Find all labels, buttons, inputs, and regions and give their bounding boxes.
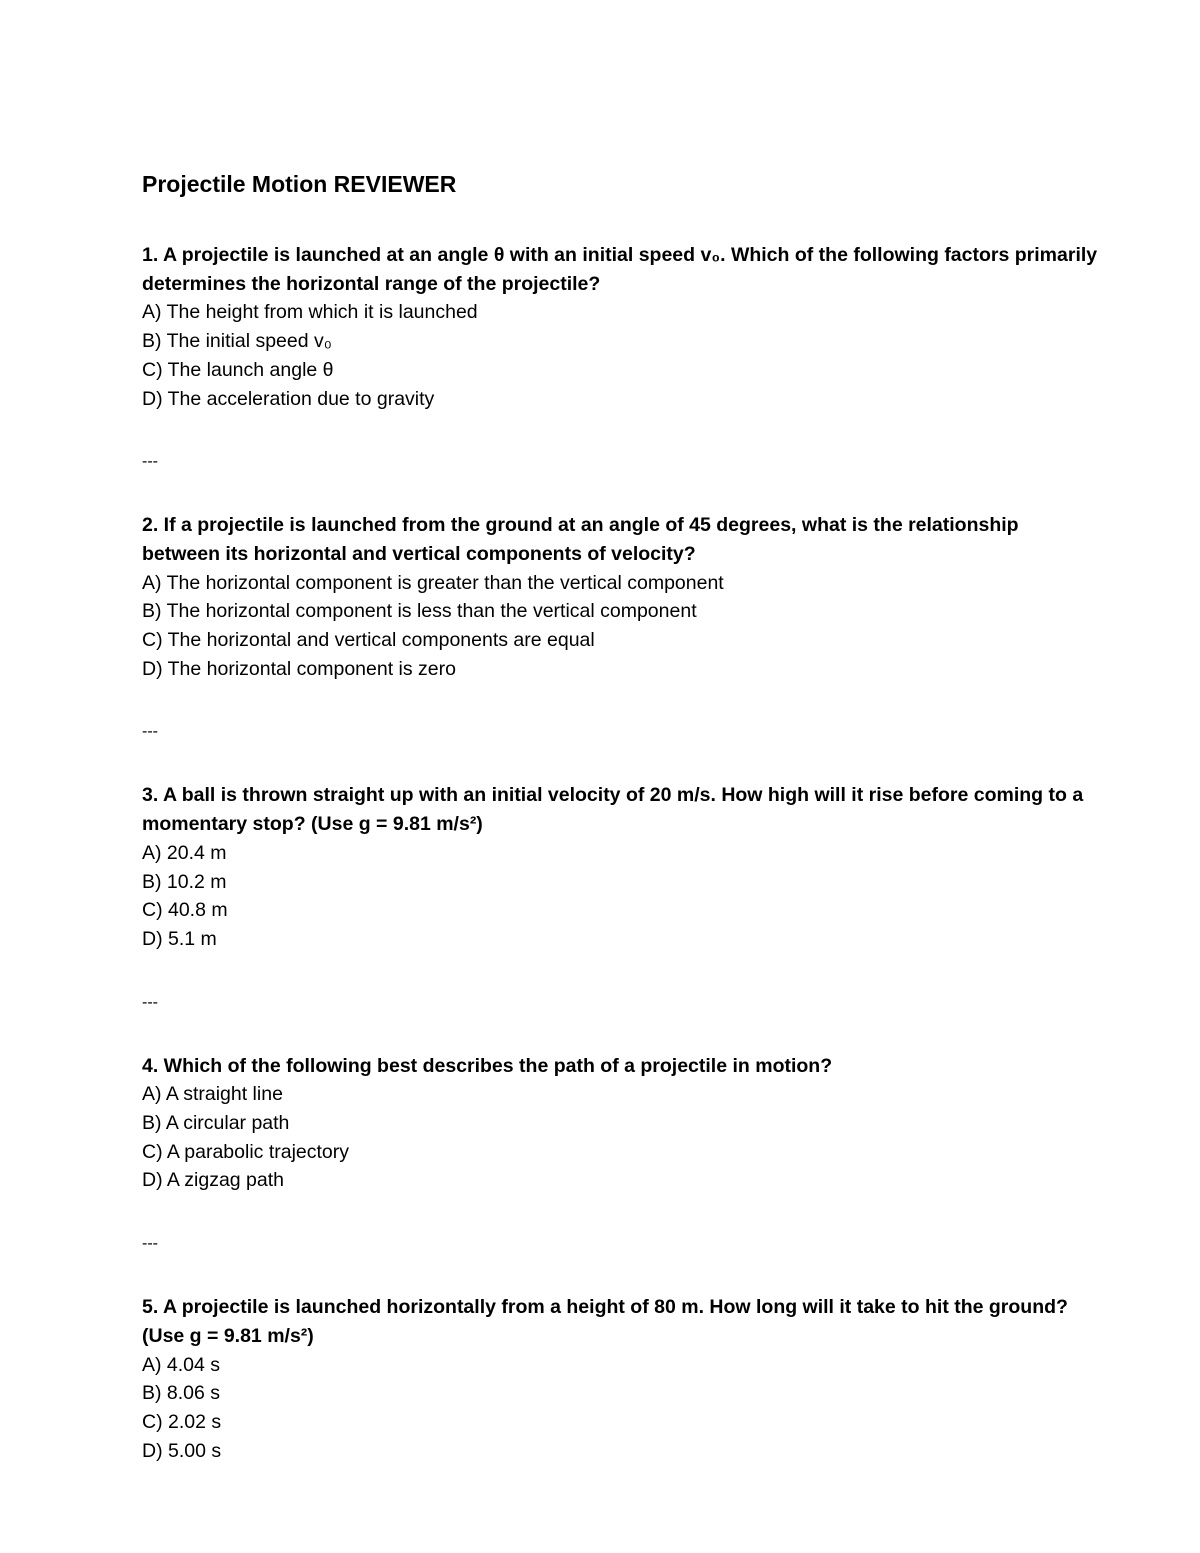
- question-text-4: 4. Which of the following best describes the path of a projectile in motion?: [142, 1054, 833, 1077]
- option-4a: A) A straight line: [142, 1083, 283, 1106]
- question-text-5: 5. A projectile is launched horizontally from a height of 80 m. How long will it take to hit the ground? (Use g = 9.81 m/s²): [142, 1296, 1068, 1347]
- question-text-2: 2. If a projectile is launched from the ground at an angle of 45 degrees, what is the relationship between its horizontal and vertical components of velocity?: [142, 514, 1019, 565]
- option-4b: B) A circular path: [142, 1112, 290, 1135]
- option-5d: D) 5.00 s: [142, 1439, 222, 1462]
- option-5c: C) 2.02 s: [142, 1410, 222, 1433]
- option-3c: C) 40.8 m: [142, 899, 228, 922]
- question-text-3: 3. A ball is thrown straight up with an initial velocity of 20 m/s. How high will it rise before coming to a momentary stop? (Use g = 9.81 m/s²): [142, 784, 1084, 836]
- option-2c: C) The horizontal and vertical components are equal: [142, 629, 595, 652]
- option-3a: A) 20.4 m: [142, 841, 227, 864]
- option-5a: A) 4.04 s: [142, 1353, 221, 1376]
- option-1b: B) The initial speed v₀: [142, 330, 332, 353]
- question-block-3: [142, 781, 1102, 953]
- document-title: Projectile Motion REVIEWER: [142, 171, 457, 197]
- separator-2: ---: [142, 723, 158, 741]
- option-5b: B) 8.06 s: [142, 1382, 221, 1405]
- option-1c: C) The launch angle θ: [142, 358, 334, 381]
- option-1d: D) The acceleration due to gravity: [142, 387, 435, 410]
- options-list-5: [142, 1351, 1102, 1466]
- options-list-3: [142, 839, 1102, 954]
- separator-1: ---: [142, 453, 158, 471]
- question-block-5: [142, 1293, 1102, 1465]
- option-2b: B) The horizontal component is less than the vertical component: [142, 600, 697, 623]
- options-list-1: [142, 298, 1102, 413]
- document-page: [142, 168, 1102, 1465]
- separator-3: ---: [142, 993, 158, 1011]
- question-block-4: [142, 1052, 1102, 1196]
- question-block-1: [142, 241, 1102, 413]
- separator-4: ---: [142, 1235, 158, 1253]
- option-2a: A) The horizontal component is greater than the vertical component: [142, 571, 724, 594]
- option-4d: D) A zigzag path: [142, 1169, 285, 1192]
- option-3b: B) 10.2 m: [142, 870, 227, 893]
- option-3d: D) 5.1 m: [142, 927, 217, 950]
- option-1a: A) The height from which it is launched: [142, 301, 478, 324]
- options-list-2: [142, 569, 1102, 684]
- options-list-4: [142, 1080, 1102, 1195]
- option-4c: C) A parabolic trajectory: [142, 1140, 350, 1163]
- option-2d: D) The horizontal component is zero: [142, 657, 456, 680]
- question-block-2: [142, 511, 1102, 683]
- question-text-1: 1. A projectile is launched at an angle θ with an initial speed v₀. Which of the following factors primarily determines the horizontal range of the projectile?: [142, 244, 1098, 295]
